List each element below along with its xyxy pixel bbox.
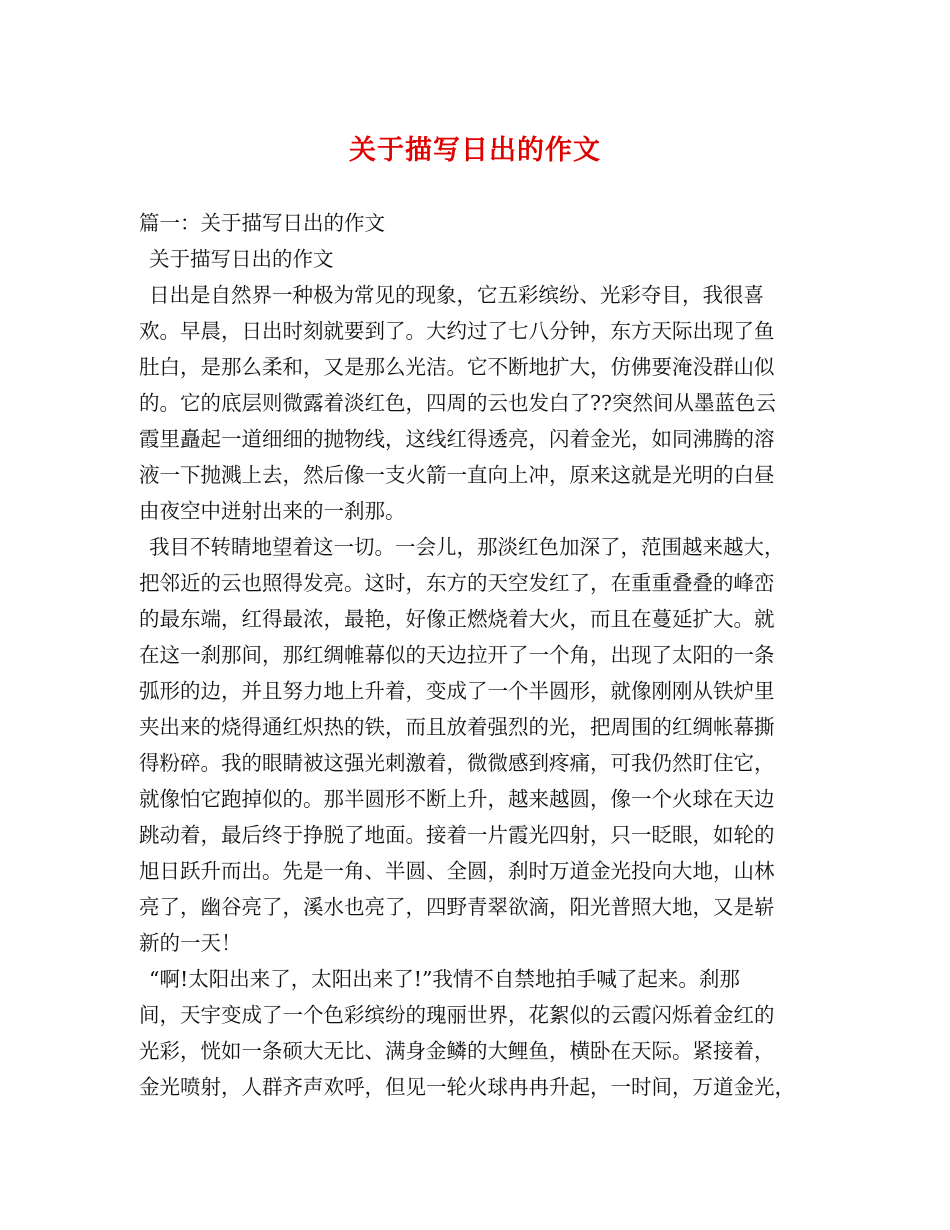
paragraph-line: 得粉碎。我的眼睛被这强光刺激着，微微感到疼痛，可我仍然盯住它， bbox=[139, 751, 775, 775]
paragraph-3 bbox=[139, 961, 829, 1105]
paragraph-line: 的最东端，红得最浓，最艳，好像正燃烧着大火，而且在蔓延扩大。就 bbox=[139, 607, 775, 631]
paragraph-line: 肚白，是那么柔和，又是那么光洁。它不断地扩大，仿佛要淹没群山似 bbox=[139, 355, 775, 379]
paragraph-line: 我目不转睛地望着这一切。一会儿，那淡红色加深了，范围越来越大， bbox=[149, 535, 785, 559]
paragraph-line: 霞里矗起一道细细的抛物线，这线红得透亮，闪着金光，如同沸腾的溶 bbox=[139, 427, 775, 451]
document-title: 关于描写日出的作文 bbox=[349, 135, 601, 166]
paragraph-line: 新的一天！ bbox=[139, 931, 242, 955]
paragraph-line: “啊!太阳出来了，太阳出来了!”我情不自禁地拍手喊了起来。刹那 bbox=[149, 967, 740, 991]
paragraph-1 bbox=[139, 277, 829, 529]
section-heading: 篇一：关于描写日出的作文 bbox=[139, 211, 385, 235]
paragraph-line: 的。它的底层则微露着淡红色，四周的云也发白了??突然间从墨蓝色云 bbox=[139, 391, 776, 415]
paragraph-line: 把邻近的云也照得发亮。这时，东方的天空发红了，在重重叠叠的峰峦 bbox=[139, 571, 775, 595]
paragraph-line: 旭日跃升而出。先是一角、半圆、全圆，刹时万道金光投向大地，山林 bbox=[139, 859, 775, 883]
essay-subtitle: 关于描写日出的作文 bbox=[149, 247, 334, 271]
paragraph-line: 亮了，幽谷亮了，溪水也亮了，四野青翠欲滴，阳光普照大地，又是崭 bbox=[139, 895, 775, 919]
paragraph-line: 夹出来的烧得通红炽热的铁，而且放着强烈的光，把周围的红绸帐幕撕 bbox=[139, 715, 775, 739]
paragraph-line: 日出是自然界一种极为常见的现象，它五彩缤纷、光彩夺目，我很喜 bbox=[149, 283, 764, 307]
paragraph-line: 在这一刹那间，那红绸帷幕似的天边拉开了一个角，出现了太阳的一条 bbox=[139, 643, 775, 667]
document-body bbox=[139, 205, 829, 1105]
paragraph-line: 液一下抛溅上去，然后像一支火箭一直向上冲，原来这就是光明的白昼 bbox=[139, 463, 775, 487]
paragraph-line: 弧形的边，并且努力地上升着，变成了一个半圆形，就像刚刚从铁炉里 bbox=[139, 679, 775, 703]
paragraph-line: 金光喷射，人群齐声欢呼，但见一轮火球冉冉升起，一时间，万道金光， bbox=[139, 1075, 795, 1099]
paragraph-line: 由夜空中迸射出来的一刹那。 bbox=[139, 499, 406, 523]
paragraph-line: 间，天宇变成了一个色彩缤纷的瑰丽世界，花絮似的云霞闪烁着金红的 bbox=[139, 1003, 775, 1027]
paragraph-line: 光彩，恍如一条硕大无比、满身金鳞的大鲤鱼，横卧在天际。紧接着， bbox=[139, 1039, 775, 1063]
paragraph-line: 就像怕它跑掉似的。那半圆形不断上升，越来越圆，像一个火球在天边 bbox=[139, 787, 775, 811]
paragraph-2 bbox=[139, 529, 829, 961]
paragraph-line: 跳动着，最后终于挣脱了地面。接着一片霞光四射，只一眨眼，如轮的 bbox=[139, 823, 775, 847]
paragraph-line: 欢。早晨，日出时刻就要到了。大约过了七八分钟，东方天际出现了鱼 bbox=[139, 319, 775, 343]
